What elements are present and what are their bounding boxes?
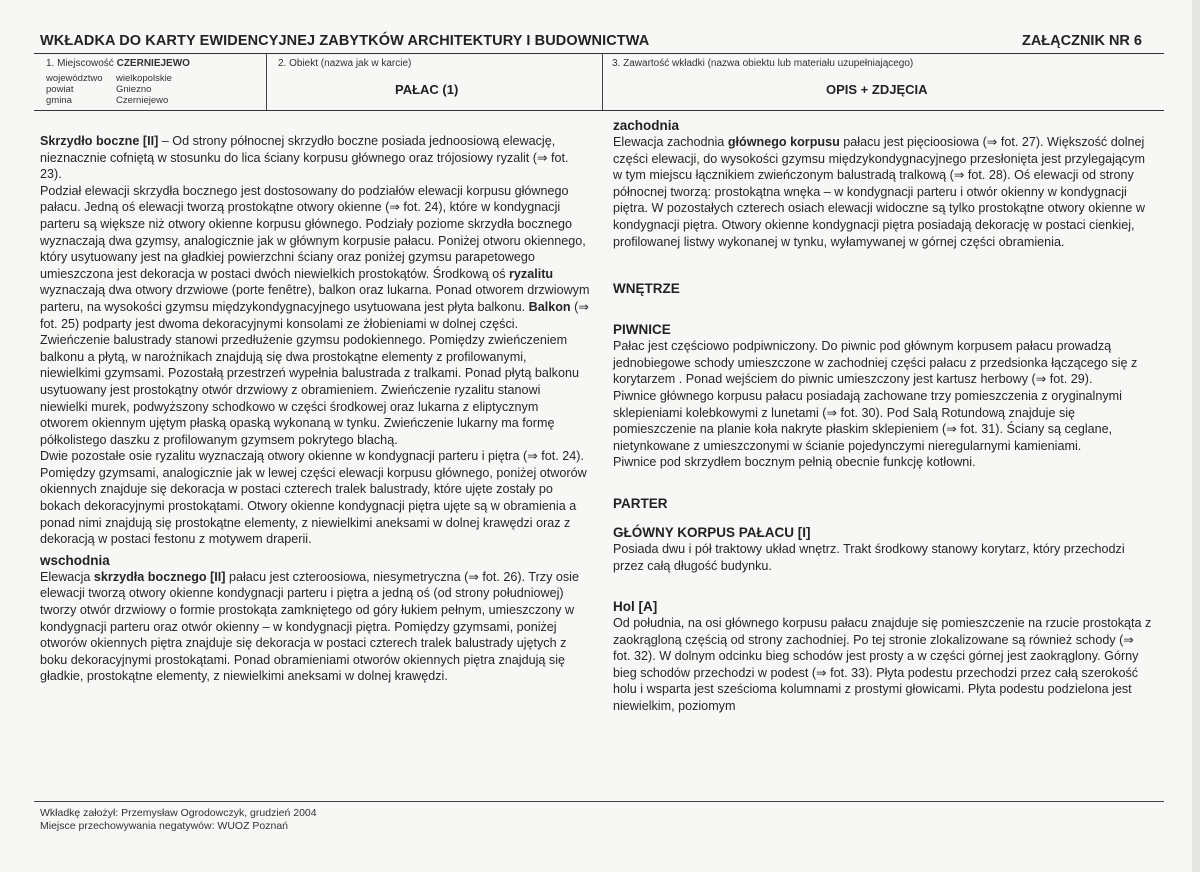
heading-ground-floor: PARTER <box>613 495 668 511</box>
heading-east: wschodnia <box>40 552 110 568</box>
heading-main-body: GŁÓWNY KORPUS PAŁACU [I] <box>613 524 811 540</box>
paragraph-side-wing: Skrzydło boczne [II] – Od strony północnej skrzydło boczne posiada jednoosiową elewację, nieznacznie cofniętą w stosunku do lica ściany korpusu głównego oraz trójosiowy ryzalit (⇒ fot. 23). <box>40 134 569 182</box>
heading-west: zachodnia <box>613 118 680 133</box>
object-label: 2. Obiekt (nazwa jak w karcie) <box>278 58 412 69</box>
paragraph-main-body: Posiada dwu i pół traktowy układ wnętrz. Trakt środkowy stanowy korytarz, który przechodzi przez całą długość budynku. <box>613 541 1125 573</box>
object-value: PAŁAC (1) <box>395 82 459 97</box>
paragraph-hall: Od południa, na osi głównego korpusu pałacu znajduje się pomieszczenie na rzucie prostokąta z zaokrągloną częścią od strony zachodniej. Po tej stronie zlokalizowane są również schody (⇒ fot. 32). W dolnym odcinku bieg schodów jest prosty a w części górnej jest zaokrąglony. Górny bieg schodów przechodzi w podest (⇒ fot. 33). Płyta podestu przechodzi przez całą szerokość holu i wsparta jest sześcioma kolumnami z prostymi głowicami. Płyta podestu podzielona jest niewielkim, poziomym <box>613 616 1152 714</box>
location-label: 1. Miejscowość CZERNIEJEWO <box>46 58 190 69</box>
paragraph-cellars-boiler: Piwnice pod skrzydłem bocznym pełnią obecnie funkcję kotłowni. <box>613 455 976 470</box>
footer-storage: Miejsce przechowywania negatywów: WUOZ Poznań <box>40 820 289 832</box>
bold-term: skrzydła bocznego [II] <box>93 569 226 584</box>
content-value: OPIS + ZDJĘCIA <box>826 82 928 97</box>
footer-author: Wkładkę założył: Przemysław Ogrodowczyk, grudzień 2004 <box>40 807 317 819</box>
heading-cellars: PIWNICE <box>613 322 671 338</box>
right-column <box>613 117 1153 715</box>
paragraph-cellars-intro: Pałac jest częściowo podpiwniczony. Do piwnic pod głównym korpusem pałacu prowadzą jednobiegowe schody umieszczone w zachodniej części pałacu z przedsionka łączącego się z korytarzem . Ponad wejściem do piwnic umieszczony jest kartusz herbowy (⇒ fot. 29). <box>613 339 1138 387</box>
field-key: powiat <box>46 84 74 95</box>
left-column <box>40 133 590 685</box>
bold-term: głównego korpusu <box>727 135 840 149</box>
annex-number: ZAŁĄCZNIK NR 6 <box>1021 33 1142 49</box>
cell-divider-1 <box>266 54 267 110</box>
paragraph-risalit-axes: Dwie pozostałe osie ryzalitu wyznaczają otwory okienne w kondygnacji parteru i piętra (⇒ fot. 24). Pomiędzy gzymsami, analogicznie jak w lewej części elewacji korpusu głównego, poniżej otworów okiennych znajduje się dekoracja w postaci czterech tralek balustrady, które ujęte zostały po bokach dekoracyjnymi prostokątami. Otwory okienne kondygnacji piętra ujęte są w obramienia a ponad nimi znajdują się prostokątne elementy, z niewielkimi aneksami w dolnej krawędzi oraz z dekoracją w postaci festonu z motywem draperii. <box>40 449 587 547</box>
heading-hall: Hol [A] <box>613 599 658 615</box>
document-title: WKŁADKA DO KARTY EWIDENCYJNEJ ZABYTKÓW ARCHITEKTURY I BUDOWNICTWA <box>40 33 650 49</box>
scan-edge <box>1192 0 1200 872</box>
location-value: CZERNIEJEWO <box>116 58 190 69</box>
bold-term: Balkon <box>528 299 571 314</box>
footer <box>40 807 317 833</box>
content-label: 3. Zawartość wkładki (nazwa obiektu lub materiału uzupełniającego) <box>612 58 914 69</box>
field-value: Gniezno <box>116 84 152 95</box>
paragraph-side-wing-division: Podział elewacji skrzydła bocznego jest dostosowany do podziałów elewacji korpusu głównego pałacu. Jedną oś elewacji tworzą prostokątne otwory okienne (⇒ fot. 24), które w kondygnacji parteru są większe niż otwory okienne korpusu głównego. Podziały poziome skrzydła bocznego wyznaczają dwa gzymsy, analogicznie jak w głównym korpusie pałacu. Poniżej otworu okiennego, który usytuowany jest na gładkiej powierzchni ściany oraz poniżej gzymsu parapetowego umieszczona jest dekoracja w postaci dwóch niewielkich prostokątów. Środkową oś ryzalitu wyznaczają dwa otwory drzwiowe (porte fenêtre), balkon oraz lukarna. Ponad otworem drzwiowym parteru, na wysokości gzymsu międzykondygnacyjnego usytuowana jest płyta balkonu. Balkon (⇒ fot. 25) podparty jest dwoma dekoracyjnymi konsolami ze żłobieniami w dolnej części. Zwieńczenie balustrady stanowi przedłużenie gzymsu podokiennego. Pomiędzy zwieńczeniem balkonu a płytą, w narożnikach znajdują się dwa prostokątne elementy z profilowanymi, niewielkimi gzymsami. Pozostałą przestrzeń wypełnia balustrada z tralkami. Ponad płytą balkonu usytuowany jest prostokątny otwór drzwiowy z obramieniem. Zwieńczenie ryzalitu stanowi niewielki murek, podwyższony schodkowo w części środkowej oraz lukarna z eliptycznym otworem okiennym ujętym płaską opaską wykonaną w tynku. Zwieńczenie lukarny ma formę półkolistego daszku z profilowanym gzymsem pokrytego blachą. <box>40 183 590 447</box>
header-bottom-rule <box>34 110 1164 111</box>
field-value: Czerniejewo <box>116 95 169 106</box>
footer-rule <box>34 801 1164 802</box>
field-row-commune <box>46 95 172 106</box>
field-key: gmina <box>46 95 72 106</box>
paragraph-east-elevation: Elewacja skrzydła bocznego [II] pałacu jest czteroosiowa, niesymetryczna (⇒ fot. 26). Trzy osie elewacji tworzą otwory okienne kondygnacji parteru i piętra a jedną oś (od strony południowej) tworzy otwór drzwiowy o formie prostokąta zamkniętego od góry łukiem pełnym, umieszczony w kondygnacji parteru oraz otwór okienny – w kondygnacji piętra. Pomiędzy gzymsami, poniżej otworów okiennych piętra znajduje się dekoracja w postaci czterech tralek balustrady ujętych z boku dekoracyjnymi prostokątami. Ponad obramieniami otworów okiennych piętra znajdują się gładkie, prostokątne elementy, z niewielkimi aneksami w dolnej krawędzi. <box>40 569 579 684</box>
field-row-voivodeship <box>46 73 172 84</box>
bold-term: Skrzydło boczne [II] <box>40 134 159 148</box>
bold-term: ryzalitu <box>509 266 554 281</box>
cell-divider-2 <box>602 54 603 110</box>
paragraph-west-elevation: Elewacja zachodnia głównego korpusu pałacu jest pięcioosiowa (⇒ fot. 27). Większość dolnej części elewacji, do wysokości gzymsu międzykondygnacyjnego przesłonięta jest przylegającym w tym miejscu łącznikiem zwieńczonym balustradą tralkową (⇒ fot. 28). Oś elewacji od strony północnej tworzą: prostokątna wnęka – w kondygnacji parteru i otwór okienny w kondygnacji piętra. W pozostałych czterech osiach elewacji widoczne są tylko prostokątne otwory okienne w kondygnacji piętra. Otwory okienne kondygnacji piętra posiadają dekorację w postaci cienkiej, profilowanej listwy wykonanej w tynku, wyłamywanej w górnej części obramienia. <box>613 135 1145 249</box>
location-fields <box>46 73 172 106</box>
paragraph-cellars-rooms: Piwnice głównego korpusu pałacu posiadają zachowane trzy pomieszczenia z oryginalnymi sklepieniami kolebkowymi z lunetami (⇒ fot. 30). Pod Salą Rotundową znajduje się pomieszczenie na planie koła nakryte płaskim sklepieniem (⇒ fot. 31). Ściany są ceglane, nietynkowane z umieszczonymi w ścianie pojedynczymi nieregularnymi kamieniami. <box>613 388 1122 453</box>
field-value: wielkopolskie <box>116 73 172 84</box>
field-key: województwo <box>46 73 103 84</box>
header-top-rule <box>34 53 1164 54</box>
heading-interior: WNĘTRZE <box>613 281 680 297</box>
field-row-district <box>46 84 172 95</box>
